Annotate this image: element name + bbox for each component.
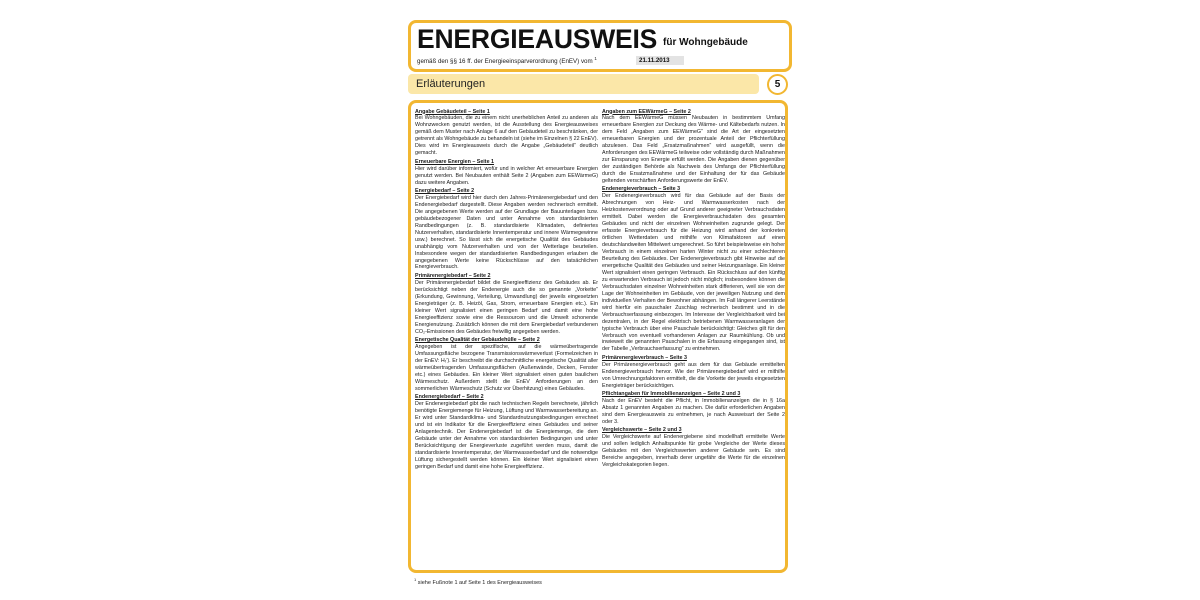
footnote-mark: 1 [594, 56, 597, 61]
section-body: Die Vergleichswerte auf Endenergiebene sind modellhaft ermittelte Werte und sollen lediglich Anhaltspunkte für grobe Vergleiche der Werte dieses Gebäudes mit den Vergleichswerten anderer Gebäude sein. Es sind Bereiche angegeben, innerhalb derer ungefähr die Werte für die einzelnen Vergleichskategorien liegen. [602, 434, 785, 469]
text-section [415, 188, 598, 271]
text-section [415, 394, 598, 470]
section-body: Der Primärenergiebedarf bildet die Energieeffizienz des Gebäudes ab. Er berücksichtigt neben der Endenergie auch die so genannte „Vorkette“ (Erkundung, Gewinnung, Verteilung, Umwandlung) der jeweils eingesetzten Energieträger (z. B. Heizöl, Gas, Strom, erneuerbare Energien etc.). Ein kleiner Wert signalisiert einen geringen Bedarf und damit eine hohe Energieeffizienz sowie eine die Ressourcen und die Umwelt schonende Energienutzung. Zusätzlich können die mit dem Energiebedarf verbundenen CO₂-Emissionen des Gebäudes freiwillig angegeben werden. [415, 279, 598, 335]
section-heading: Energetische Qualität der Gebäudehülle – Seite 2 [415, 337, 540, 343]
section-heading: Erneuerbare Energien – Seite 1 [415, 158, 495, 165]
right-column [602, 107, 785, 569]
document-subtitle: für Wohngebäude [663, 37, 748, 48]
text-section [415, 337, 598, 393]
header-box [408, 20, 792, 72]
content-box [408, 100, 788, 573]
footnote-number: 1 [414, 577, 417, 582]
page-footnote [414, 577, 542, 586]
section-body: Hier wird darüber informiert, wofür und in welcher Art erneuerbare Energien genutzt werden. Bei Neubauten enthält Seite 2 (Angaben zum EEWärmeG) dazu weitere Angaben. [415, 165, 598, 186]
text-section [602, 109, 785, 185]
section-bar [408, 74, 759, 94]
section-body: Der Endenergieverbrauch wird für das Gebäude auf der Basis der Abrechnungen von Heiz- und Warmwasserkosten nach der Heizkostenverordnung oder auf Grund anderer geeigneter Verbrauchsdaten ermittelt. Dabei werden die Energieverbrauchsdaten des gesamten Gebäudes und nicht der einzelnen Wohneinheiten zugrunde gelegt. Der erfasste Energieverbrauch für die Heizung wird anhand der konkreten örtlichen Wetterdaten und mithilfe von Klimafaktoren auf einen deutschlandweiten Mittelwert umgerechnet. So führt beispielsweise ein hoher Verbrauch in einem einzelnen harten Winter nicht zu einer schlechteren Beurteilung des Gebäudes. Der Endenergieverbrauch gibt Hinweise auf die energetische Qualität des Gebäudes und seiner Heizungsanlage. Ein kleiner Wert signalisiert einen geringen Verbrauch. Ein Rückschluss auf den künftig zu erwartenden Verbrauch ist jedoch nicht möglich; insbesondere können die Verbrauchsdaten einzelner Wohneinheiten stark differieren, weil sie von der Lage der Wohneinheiten im Gebäude, von der jeweiligen Nutzung und dem individuellen Verhalten der Bewohner abhängen. Im Fall längerer Leerstände wird hierfür ein pauschaler Zuschlag rechnerisch bestimmt und in die Verbrauchserfassung einbezogen. Im Interesse der Vergleichbarkeit wird bei dezentralen, in der Regel elektrisch betriebenen Warmwasseranlagen der typische Verbrauch über eine Pauschale berücksichtigt: Gleiches gilt für den Verbrauch von eventuell vorhandenen Anlagen zur Raumkühlung. Ob und inwieweit die genannten Pauschalen in die Erfassung eingegangen sind, ist der Tabelle „Verbrauchserfassung“ zu entnehmen. [602, 193, 785, 353]
section-heading: Pflichtangaben für Immobilienanzeigen – Seite 2 und 3 [602, 391, 741, 398]
section-body: Der Primärenergieverbrauch geht aus dem für das Gebäude ermittelten Endenergieverbrauch hervor. Wie der Primärenergiebedarf wird er mithilfe von Umrechnungsfaktoren ermittelt, die die Vorkette der jeweils eingesetzten Energieträger berücksichtigen. [602, 361, 785, 389]
section-heading: Angabe Gebäudeteil – Seite 1 [415, 108, 490, 115]
section-heading: Vergleichswerte – Seite 2 und 3 [602, 427, 682, 434]
text-section [602, 355, 785, 390]
text-section [415, 159, 598, 187]
section-heading: Endenergiebedarf – Seite 2 [415, 394, 484, 401]
document-title: ENERGIEAUSWEIS [417, 24, 658, 54]
left-column [415, 107, 598, 569]
section-heading: Primärenergieverbrauch – Seite 3 [602, 354, 687, 361]
section-body: Bei Wohngebäuden, die zu einem nicht unerheblichen Anteil zu anderen als Wohnzwecken genutzt werden, ist die Ausstellung des Energieausweises gemäß dem Muster nach Anlage 6 auf den Gebäudeteil zu beschränken, der getrennt als Wohngebäude zu behandeln ist (siehe im Einzelnen § 22 EnEV). Dies wird im Energieausweis durch die Angabe „Gebäudeteil“ deutlich gemacht. [415, 115, 598, 157]
section-body: Nach der EnEV besteht die Pflicht, in Immobilienanzeigen die in § 16a Absatz 1 genannten Angaben zu machen. Die dafür erforderlichen Angaben sind dem Energieausweis zu entnehmen, je nach Ausweisart der Seite 2 oder 3. [602, 398, 785, 425]
text-section [602, 391, 785, 426]
footnote-text: siehe Fußnote 1 auf Seite 1 des Energieausweises [417, 579, 542, 586]
section-body: Angegeben ist der spezifische, auf die wärmeübertragende Umfassungsfläche bezogene Transmissionswärmeverlust (Formelzeichen in der EnEV: Hₜ′). Er beschreibt die durchschnittliche energetische Qualität aller wärmeübertragenden Umfassungsflächen (Außenwände, Decken, Fenster etc.) eines Gebäudes. Ein kleiner Wert signalisiert einen guten baulichen Wärmeschutz. Außerdem stellt die EnEV Anforderungen an den sommerlichen Wärmeschutz (Schutz vor Überhitzung) eines Gebäudes. [415, 343, 598, 392]
text-section [415, 109, 598, 158]
page-number: 5 [767, 74, 788, 95]
legal-basis [417, 56, 597, 65]
document-page [398, 0, 802, 600]
text-section [602, 427, 785, 469]
section-title: Erläuterungen [416, 78, 486, 90]
issue-date: 21.11.2013 [636, 56, 684, 65]
section-body: Der Endenergiebedarf gibt die nach technischen Regeln berechnete, jährlich benötigte Energiemenge für Heizung, Lüftung und Warmwasserbereitung an. Er wird unter Standardklima- und Standardnutzungsbedingungen errechnet und ist ein Indikator für die Energieeffizienz eines Gebäudes und seiner Anlagentechnik. Der Endenergiebedarf ist die Energiemenge, die dem Gebäude unter der Annahme von standardisierten Bedingungen und unter Berücksichtigung der Energieverluste zugeführt werden muss, damit die standardisierte Innentemperatur, der Warmwasserbedarf und die notwendige Lüftung sichergestellt werden können. Ein kleiner Wert signalisiert einen geringen Bedarf und damit eine hohe Energieeffizienz. [415, 401, 598, 470]
text-section [602, 186, 785, 353]
section-heading: Primärenergiebedarf – Seite 2 [415, 272, 491, 279]
section-heading: Endenergieverbrauch – Seite 3 [602, 186, 681, 193]
legal-text: gemäß den §§ 16 ff. der Energieeinsparverordnung (EnEV) vom [417, 58, 593, 66]
section-body: Der Energiebedarf wird hier durch den Jahres-Primärenergiebedarf und den Endenergiebedarf dargestellt. Diese Angaben werden rechnerisch ermittelt. Die angegebenen Werte werden auf der Grundlage der Bauunterlagen bzw. gebäudebezogener Daten und unter Annahme von standardisierten Randbedingungen (z. B. standardisierte Klimadaten, definiertes Nutzerverhalten, standardisierte Innentemperatur und innere Wärmegewinne usw.) berechnet. So lässt sich die energetische Qualität des Gebäudes unabhängig vom Nutzerverhalten und von der Wetterlage beurteilen. Insbesondere wegen der standardisierten Randbedingungen erlauben die angegebenen Werte keine Rückschlüsse auf den tatsächlichen Energieverbrauch. [415, 194, 598, 271]
section-heading: Angaben zum EEWärmeG – Seite 2 [602, 108, 691, 115]
section-heading: Energiebedarf – Seite 2 [415, 187, 475, 194]
text-section [415, 273, 598, 336]
section-body: Nach dem EEWärmeG müssen Neubauten in bestimmtem Umfang erneuerbare Energien zur Deckung des Wärme- und Kältebedarfs nutzen. In dem Feld „Angaben zum EEWärmeG“ sind die Art der eingesetzten erneuerbaren Energien und der prozentuale Anteil der Pflichterfüllung abzulesen. Das Feld „Ersatzmaßnahmen“ wird ausgefüllt, wenn die Anforderungen des EEWärmeG teilweise oder vollständig durch Maßnahmen zur Einsparung von Energie erfüllt werden. Die Angaben dienen gegenüber der zuständigen Behörde als Nachweis des Umfangs der Pflichterfüllung durch die Ersatzmaßnahme und der Einhaltung der für das Gebäude geltenden verschärften Anforderungswerte der EnEV. [602, 115, 785, 185]
